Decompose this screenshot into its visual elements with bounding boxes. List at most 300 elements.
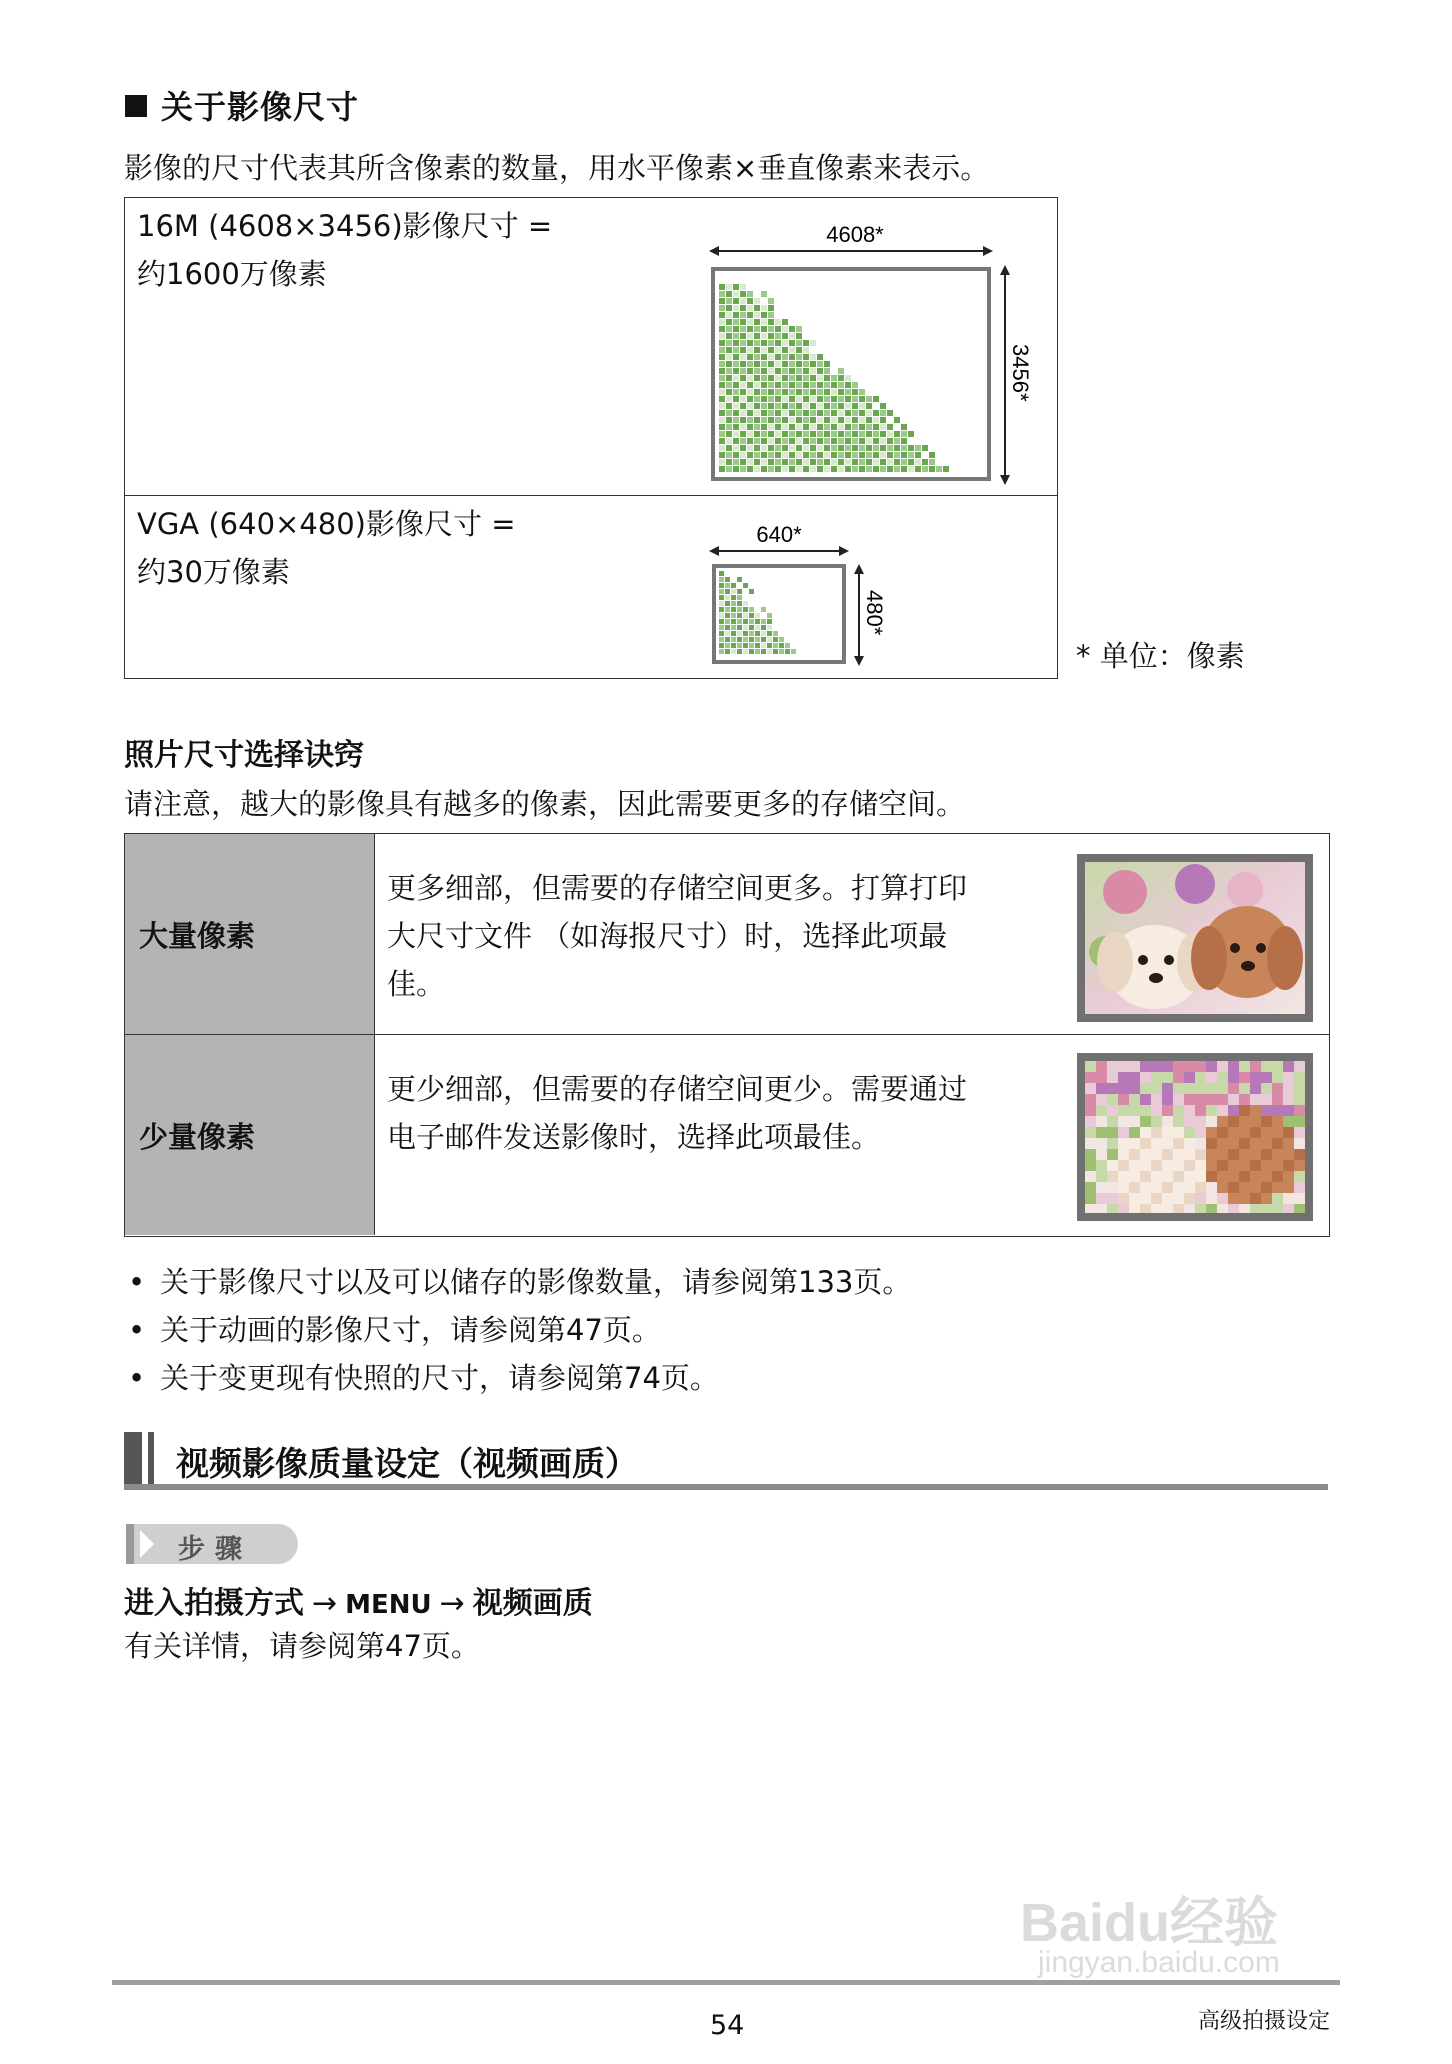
photo-pixel [1151, 1127, 1162, 1138]
pixel-cell [754, 382, 760, 388]
path-step: 视频画质 [472, 1586, 593, 1621]
photo-pixel [1140, 1094, 1151, 1105]
pixel-cell [731, 619, 736, 624]
pixel-cell [852, 389, 858, 395]
pixel-cell [740, 466, 746, 472]
pixel-cell [838, 466, 844, 472]
pixel-cell [768, 438, 774, 444]
photo-pixel [1118, 1138, 1129, 1149]
photo-pixel [1151, 1204, 1162, 1213]
pixel-cell [733, 431, 739, 437]
row-desc [387, 1065, 1047, 1161]
photo-pixel [1151, 1149, 1162, 1160]
pixel-cell [733, 333, 739, 339]
photo-pixel [1294, 1105, 1305, 1116]
photo-pixel [1129, 1116, 1140, 1127]
photo-pixel [1206, 1127, 1217, 1138]
photo-pixel [1173, 1182, 1184, 1193]
photo-pixel [1173, 1149, 1184, 1160]
pixel-cell [719, 305, 725, 311]
pixel-cell [768, 396, 774, 402]
large-size-line1: 16M (4608×3456)影像尺寸 = [137, 209, 553, 243]
pixel-cell [824, 459, 830, 465]
pixel-cell [761, 625, 766, 630]
photo-pixel [1096, 1116, 1107, 1127]
pixel-cell [824, 417, 830, 423]
pixel-cell [789, 452, 795, 458]
pixel-cell [824, 396, 830, 402]
pixel-cell [880, 466, 886, 472]
pixel-cell [866, 452, 872, 458]
photo-pixel [1195, 1061, 1206, 1072]
pixel-cell [747, 459, 753, 465]
photo-pixel [1129, 1182, 1140, 1193]
pixel-cell [726, 291, 732, 297]
pixel-cell [901, 466, 907, 472]
pixel-cell [789, 361, 795, 367]
pixel-cell [817, 403, 823, 409]
photo-pixel [1129, 1204, 1140, 1213]
pixel-cell [894, 438, 900, 444]
pixel-cell [831, 431, 837, 437]
photo-pixel [1140, 1182, 1151, 1193]
pixel-cell [740, 319, 746, 325]
pixel-cell [894, 466, 900, 472]
pixel-cell [731, 583, 736, 588]
pixel-cell [749, 643, 754, 648]
pixel-cell [817, 354, 823, 360]
video-detail: 有关详情，请参阅第47页。 [124, 1629, 480, 1663]
pixel-cell [749, 589, 754, 594]
pixel-cell [768, 452, 774, 458]
photo-pixel [1151, 1116, 1162, 1127]
photo-pixel [1206, 1204, 1217, 1213]
arrow-right-icon: → [439, 1586, 465, 1621]
pixel-cell [754, 326, 760, 332]
height-label-small: 480* [862, 590, 887, 636]
pixel-cell [880, 424, 886, 430]
photo-pixel [1085, 1204, 1096, 1213]
photo-pixel [1239, 1116, 1250, 1127]
pixel-cell [866, 438, 872, 444]
size-comparison-box [124, 197, 1058, 679]
photo-pixel [1261, 1127, 1272, 1138]
photo-pixel [1261, 1193, 1272, 1204]
photo-pixel [1272, 1061, 1283, 1072]
pixel-cell [761, 649, 766, 654]
photo-pixel [1118, 1083, 1129, 1094]
photo-pixel [1118, 1116, 1129, 1127]
pixel-cell [782, 389, 788, 395]
pixel-cell [782, 375, 788, 381]
pixel-cell [726, 368, 732, 374]
pixel-cell [785, 643, 790, 648]
photo-pixel [1206, 1160, 1217, 1171]
pixel-cell [761, 340, 767, 346]
pixel-cell [755, 637, 760, 642]
pixel-cell [943, 466, 949, 472]
photo-pixel [1195, 1138, 1206, 1149]
pixel-cell [761, 410, 767, 416]
pixel-cell [719, 431, 725, 437]
pixel-cell [880, 438, 886, 444]
photo-pixel [1118, 1061, 1129, 1072]
pixel-cell [768, 417, 774, 423]
pixel-cell [831, 417, 837, 423]
pixel-cell [845, 382, 851, 388]
pixel-cell [719, 459, 725, 465]
pixel-cell [775, 452, 781, 458]
photo-pixel [1239, 1204, 1250, 1213]
pixel-cell [719, 589, 724, 594]
pixel-cell [824, 375, 830, 381]
photo-pixel [1096, 1204, 1107, 1213]
photo-pixel [1195, 1149, 1206, 1160]
pixel-cell [740, 333, 746, 339]
photo-pixel [1239, 1171, 1250, 1182]
tips-intro: 请注意，越大的影像具有越多的像素，因此需要更多的存储空间。 [124, 787, 966, 821]
photo-pixel [1118, 1072, 1129, 1083]
pixel-cell [831, 389, 837, 395]
pixel-cell [731, 637, 736, 642]
pixel-cell [768, 431, 774, 437]
pixel-cell [817, 417, 823, 423]
photo-pixel [1261, 1182, 1272, 1193]
pixel-cell [831, 424, 837, 430]
photo-pixel [1129, 1193, 1140, 1204]
pixel-cell [719, 571, 724, 576]
pixel-cell [747, 326, 753, 332]
section-rule [124, 1484, 1328, 1490]
pixel-cell [859, 452, 865, 458]
pixel-cell [838, 417, 844, 423]
page-number: 54 [710, 2010, 745, 2041]
photo-pixel [1107, 1204, 1118, 1213]
pixel-cell [810, 424, 816, 430]
pixel-cell [901, 424, 907, 430]
pixel-cell [789, 438, 795, 444]
pixel-cell [796, 438, 802, 444]
pixel-cell [859, 389, 865, 395]
photo-pixel [1217, 1182, 1228, 1193]
pixel-cell [719, 619, 724, 624]
pixel-cell [726, 382, 732, 388]
pixel-cell [737, 619, 742, 624]
pixel-cell [782, 431, 788, 437]
photo-pixel [1140, 1072, 1151, 1083]
photo-pixel [1261, 1105, 1272, 1116]
pixel-cell [796, 347, 802, 353]
pixel-cell [719, 631, 724, 636]
pixel-cell [719, 649, 724, 654]
pixel-cell [754, 417, 760, 423]
pixel-cell [782, 445, 788, 451]
pixel-cell [719, 291, 725, 297]
pixel-cell [789, 445, 795, 451]
pixel-cell [725, 589, 730, 594]
pixel-cell [747, 403, 753, 409]
photo-pixel [1283, 1105, 1294, 1116]
pixel-cell [817, 361, 823, 367]
photo-pixel [1283, 1072, 1294, 1083]
pixel-cell [733, 410, 739, 416]
photo-pixel [1283, 1116, 1294, 1127]
pixel-cell [775, 375, 781, 381]
pixel-cell [852, 417, 858, 423]
photo-pixel [1173, 1138, 1184, 1149]
photo-pixel [1206, 1072, 1217, 1083]
photo-pixel [1239, 1160, 1250, 1171]
pixel-cell [789, 347, 795, 353]
photo-pixel [1162, 1083, 1173, 1094]
pixel-cell [859, 403, 865, 409]
pixel-cell [725, 577, 730, 582]
pixel-cell [719, 284, 725, 290]
desc-line: 佳。 [387, 967, 446, 1001]
pixel-cell [725, 649, 730, 654]
pixel-cell [782, 354, 788, 360]
pixel-cell [737, 577, 742, 582]
pixel-cell [852, 459, 858, 465]
pixel-cell [901, 431, 907, 437]
pixel-cell [754, 368, 760, 374]
pixel-cell [725, 619, 730, 624]
photo-pixel [1107, 1193, 1118, 1204]
pixel-cell [789, 333, 795, 339]
pixel-cell [859, 417, 865, 423]
pixel-cell [737, 595, 742, 600]
pixel-cell [761, 312, 767, 318]
photo-pixel [1239, 1061, 1250, 1072]
pixel-cell [719, 375, 725, 381]
pixel-cell [740, 431, 746, 437]
photo-pixel [1228, 1094, 1239, 1105]
pixel-cell [725, 601, 730, 606]
photo-pixel [1096, 1182, 1107, 1193]
pixel-cell [785, 649, 790, 654]
pixel-cell [887, 452, 893, 458]
photo-pixel [1283, 1171, 1294, 1182]
pixel-cell [747, 466, 753, 472]
pixel-cell [719, 382, 725, 388]
photo-pixel [1162, 1127, 1173, 1138]
pixel-cell [761, 333, 767, 339]
pixel-cell [733, 291, 739, 297]
pixel-cell [831, 382, 837, 388]
pixel-cell [803, 396, 809, 402]
pixel-cell [838, 403, 844, 409]
photo-pixel [1206, 1083, 1217, 1094]
pixel-cell [810, 382, 816, 388]
photo-pixel [1129, 1149, 1140, 1160]
photo-pixel [1261, 1072, 1272, 1083]
photo-pixel [1228, 1182, 1239, 1193]
pixel-cell [824, 361, 830, 367]
pixel-cell [873, 396, 879, 402]
photo-pixel [1184, 1160, 1195, 1171]
photo-pixel [1162, 1094, 1173, 1105]
pixel-cell [775, 396, 781, 402]
pixel-cell [740, 326, 746, 332]
photo-pixel [1250, 1204, 1261, 1213]
pixel-cell [796, 452, 802, 458]
photo-pixel [1184, 1116, 1195, 1127]
pixel-cell [768, 424, 774, 430]
pixel-cell [733, 319, 739, 325]
photo-pixel [1184, 1127, 1195, 1138]
pixel-cell [866, 445, 872, 451]
pixel-cell [761, 631, 766, 636]
pixel-cell [733, 466, 739, 472]
pixel-cell [831, 466, 837, 472]
pixel-cell [803, 382, 809, 388]
pixel-cell [767, 649, 772, 654]
pixel-cell [761, 291, 767, 297]
pixel-cell [782, 466, 788, 472]
photo-pixel [1239, 1193, 1250, 1204]
pixel-cell [731, 613, 736, 618]
photo-pixel [1261, 1171, 1272, 1182]
photo-pixel [1107, 1083, 1118, 1094]
pixel-cell [755, 619, 760, 624]
pixel-cell [887, 466, 893, 472]
pixel-cell [740, 382, 746, 388]
photo-pixel [1272, 1083, 1283, 1094]
pixel-cell [873, 410, 879, 416]
photo-pixel [1250, 1149, 1261, 1160]
photo-pixel [1250, 1094, 1261, 1105]
photo-pixel [1217, 1072, 1228, 1083]
pixel-cell [761, 375, 767, 381]
photo-pixel [1283, 1160, 1294, 1171]
pixel-cell [796, 340, 802, 346]
pixel-cell [726, 298, 732, 304]
pixel-cell [810, 410, 816, 416]
pixel-cell [719, 354, 725, 360]
pixel-cell [838, 382, 844, 388]
pixel-cell [810, 466, 816, 472]
photo-pixel [1173, 1171, 1184, 1182]
photo-pixel [1085, 1160, 1096, 1171]
footer-rule [112, 1980, 1340, 1985]
pixel-cell [866, 410, 872, 416]
pixel-cell [845, 431, 851, 437]
pixel-cell [754, 410, 760, 416]
photo-pixel [1085, 1072, 1096, 1083]
photo-pixel [1239, 1083, 1250, 1094]
photo-pixel [1239, 1138, 1250, 1149]
pixel-cell [749, 607, 754, 612]
pixel-cell [859, 438, 865, 444]
photo-pixel [1217, 1193, 1228, 1204]
pixel-cell [747, 424, 753, 430]
photo-pixel [1195, 1160, 1206, 1171]
photo-pixel [1261, 1094, 1272, 1105]
pixel-cell [817, 445, 823, 451]
photo-pixel [1162, 1105, 1173, 1116]
pixel-cell [873, 445, 879, 451]
pixel-cell [852, 438, 858, 444]
pixel-diagram [125, 198, 1057, 678]
photo-pixel [1261, 1083, 1272, 1094]
pixel-cell [866, 396, 872, 402]
pixel-cell [908, 431, 914, 437]
pixel-cell [796, 333, 802, 339]
pixel-cell [817, 438, 823, 444]
pixel-cell [831, 445, 837, 451]
pixel-cell [737, 637, 742, 642]
pixel-cell [901, 438, 907, 444]
photo-pixel [1294, 1193, 1305, 1204]
pixel-cell [725, 613, 730, 618]
pixel-cell [754, 375, 760, 381]
pixel-cell [789, 410, 795, 416]
pixel-cell [915, 466, 921, 472]
pixel-cell [873, 431, 879, 437]
pixel-cell [775, 431, 781, 437]
pixel-cell [761, 607, 766, 612]
pixel-cell [733, 354, 739, 360]
pixel-cell [747, 298, 753, 304]
pixel-cell [740, 389, 746, 395]
photo-pixel [1261, 1138, 1272, 1149]
pixel-cell [789, 354, 795, 360]
width-label-large: 4608* [826, 222, 884, 247]
pixel-cell [747, 417, 753, 423]
pixel-cell [817, 452, 823, 458]
pixel-cell [831, 396, 837, 402]
pixel-cell [838, 396, 844, 402]
pixel-cell [817, 424, 823, 430]
row-head-many-pixels: 大量像素 [125, 834, 375, 1034]
photo-pixel [1096, 1061, 1107, 1072]
pixel-cell [817, 410, 823, 416]
pixel-cell [782, 403, 788, 409]
high-resolution-photo [1077, 854, 1313, 1022]
pixel-cell [743, 583, 748, 588]
pixel-cell [796, 424, 802, 430]
pixel-cell [803, 424, 809, 430]
pixel-cell [880, 445, 886, 451]
photo-pixel [1217, 1116, 1228, 1127]
photo-pixel [1250, 1083, 1261, 1094]
steps-bar [126, 1524, 134, 1564]
pixel-cell [775, 382, 781, 388]
pixel-cell [747, 347, 753, 353]
pixel-cell [731, 589, 736, 594]
photo-pixel [1272, 1182, 1283, 1193]
pixel-cell [733, 375, 739, 381]
pixel-cell [747, 438, 753, 444]
photo-pixel [1250, 1193, 1261, 1204]
pixel-cell [731, 631, 736, 636]
photo-pixel [1173, 1072, 1184, 1083]
pixel-cell [782, 361, 788, 367]
photo-pixel [1140, 1061, 1151, 1072]
pixel-cell [737, 631, 742, 636]
pixel-cell [789, 466, 795, 472]
pixel-cell [755, 613, 760, 618]
list-item: • 关于影像尺寸以及可以储存的影像数量，请参阅第133页。 [128, 1258, 911, 1306]
pixel-cell [725, 607, 730, 612]
photo-pixel [1206, 1149, 1217, 1160]
pixel-cell [803, 375, 809, 381]
baidu-watermark-url: jingyan.baidu.com [1038, 1946, 1280, 1979]
pixel-cell [731, 643, 736, 648]
pixel-cell [775, 417, 781, 423]
photo-pixel [1107, 1061, 1118, 1072]
pixel-cell [761, 619, 766, 624]
